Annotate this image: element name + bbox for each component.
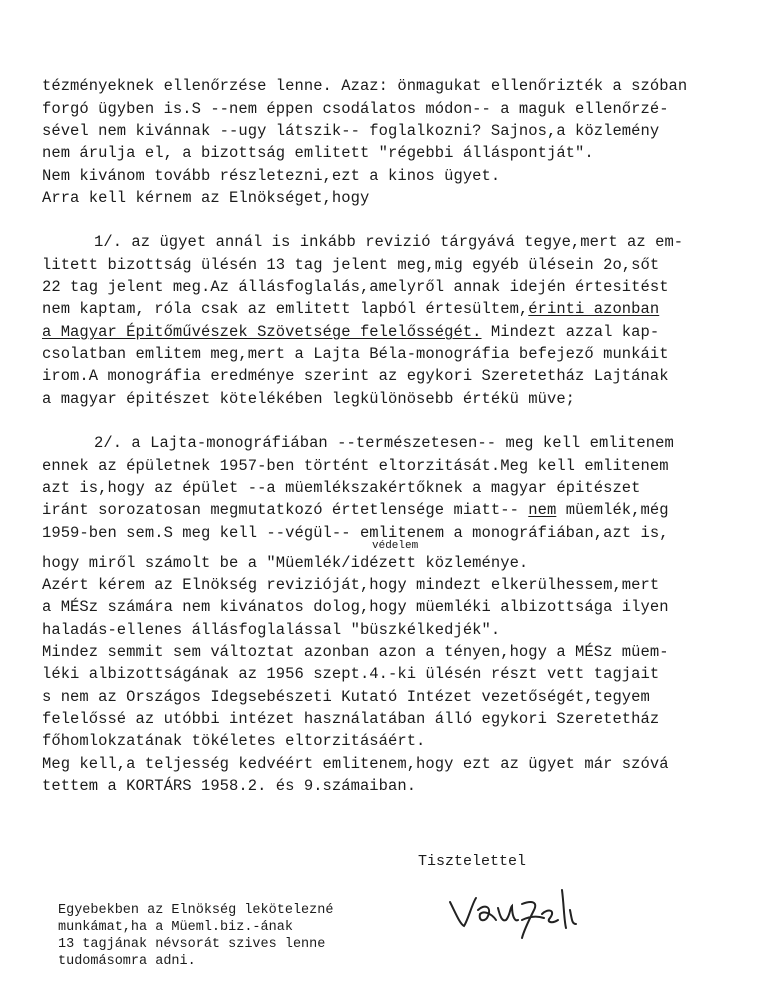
letter-line: léki albizottságának az 1956 szept.4.-ki ülésén részt vett tagjait — [42, 665, 660, 683]
underlined-text: nem — [528, 501, 557, 519]
letter-line: forgó ügyben is.S --nem éppen csodálatos módon-- a maguk ellenőrzé- — [42, 100, 669, 118]
letter-line: tettem a KORTÁRS 1958.2. és 9.számaiban. — [42, 777, 417, 795]
letter-line: csolatban emlitem meg,mert a Lajta Béla-monográfia befejező munkáit — [42, 345, 669, 363]
footnote-line: munkámat,ha a Müeml.biz.-ának — [58, 920, 293, 935]
letter-line: főhomlokzatának tökéletes eltorzitásáért. — [42, 732, 426, 750]
letter-line: azt is,hogy az épület --a müemlékszakértőknek a magyar épitészet — [42, 479, 641, 497]
closing-salutation: Tisztelettel — [418, 853, 527, 870]
underlined-text: érinti azonban — [528, 300, 660, 318]
letter-line-point-1: 1/. az ügyet annál is inkább revizió tárgyává tegye,mert az em- — [94, 233, 684, 251]
letter-line: Nem kivánom tovább részletezni,ezt a kinos ügyet. — [42, 167, 501, 185]
letter-line: litett bizottság ülésén 13 tag jelent meg,mig egyéb ülésein 2o,sőt — [42, 256, 660, 274]
letter-line — [42, 299, 742, 319]
letter-line: Azért kérem az Elnökség revizióját,hogy mindezt elkerülhessem,mert — [42, 576, 660, 594]
letter-line: a MÉSz számára nem kivánatos dolog,hogy müemléki albizottsága ilyen — [42, 598, 669, 616]
letter-text: nem kaptam, róla csak az emlitett lapból értesültem, — [42, 300, 529, 318]
letter-line — [42, 322, 742, 342]
letter-line: tézményeknek ellenőrzése lenne. Azaz: önmagukat ellenőrizték a szóban — [42, 77, 688, 95]
handwritten-insertion: védelem — [372, 540, 419, 552]
letter-line: s nem az Országos Idegsebészeti Kutató Intézet vezetőségét,tegyem — [42, 688, 650, 706]
letter-line: felelőssé az utóbbi intézet használatában álló egykori Szeretetház — [42, 710, 660, 728]
letter-line: irom.A monográfia eredménye szerint az egykori Szeretetház Lajtának — [42, 367, 669, 385]
underlined-text: a Magyar Épitőművészek Szövetsége felelősségét. — [42, 323, 482, 341]
letter-line: a magyar épitészet kötelékében legkülönösebb értékü müve; — [42, 390, 576, 408]
letter-line: Mindez semmit sem változtat azonban azon a tényen,hogy a MÉSz müem- — [42, 643, 669, 661]
letter-line: Arra kell kérnem az Elnökséget,hogy — [42, 189, 370, 207]
letter-line: haladás-ellenes állásfoglalással "büszkélkedjék". — [42, 621, 501, 639]
footnote-line: Egyebekben az Elnökség lekötelezné — [58, 903, 334, 918]
handwritten-signature — [448, 880, 598, 940]
letter-line: nem árulja el, a bizottság emlitett "régebbi álláspontját". — [42, 144, 594, 162]
letter-line-point-2: 2/. a Lajta-monográfiában --természetesen-- meg kell emlitenem — [94, 434, 674, 452]
letter-line: 22 tag jelent meg.Az állásfoglalás,amelyről annak idején értesitést — [42, 278, 669, 296]
footnote-line: tudomásomra adni. — [58, 954, 196, 969]
letter-text: müemlék,még — [556, 501, 669, 519]
letter-line: 1959-ben sem.S meg kell --végül-- emlitenem a monográfiában,azt is, — [42, 524, 669, 542]
letter-text: iránt sorozatosan megmutatkozó értetlensége miatt-- — [42, 501, 529, 519]
letter-text: Mindezt azzal kap- — [481, 323, 660, 341]
letter-line: ennek az épületnek 1957-ben történt eltorzitását.Meg kell emlitenem — [42, 457, 669, 475]
letter-line: Meg kell,a teljesség kedvéért emlitenem,hogy ezt az ügyet már szóvá — [42, 755, 669, 773]
footnote-line: 13 tagjának névsorát szives lenne — [58, 937, 326, 952]
letter-line: hogy miről számolt be a "Müemlék/idézett közleménye. — [42, 554, 529, 572]
letter-line — [42, 500, 742, 520]
letter-line: sével nem kivánnak --ugy látszik-- foglalkozni? Sajnos,a közlemény — [42, 122, 660, 140]
